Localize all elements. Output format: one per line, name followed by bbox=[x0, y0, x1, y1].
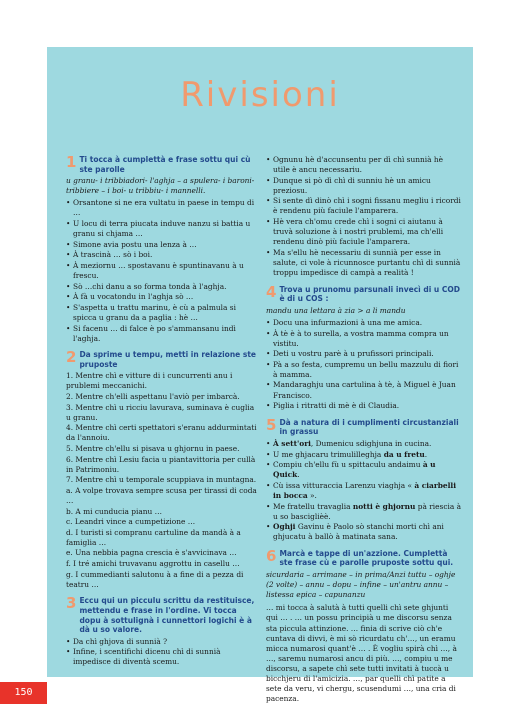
section-6-words: sicurdaria – arrimane – in prima/Anzi tuttu – oghje (2 volte) – annu – dopu – infine – un'antru annu – listessa epica – capunanzu bbox=[266, 570, 456, 600]
list-item: • À sett'ori, Dumenicu sdighjuna in cucina. bbox=[266, 439, 461, 449]
section-4-title: Trova u prunomu parsunali invecì di u COD è di u COS : bbox=[279, 284, 460, 304]
list-item: • Da chì ghjova di sunnià ? bbox=[66, 637, 258, 647]
list-item: • À fà u vocatondu in l'aghja sò … bbox=[66, 292, 258, 302]
section-1-title: Ti tocca à cumplettà e frase sottu qui cù ste parolle bbox=[79, 155, 251, 174]
section-1-heading bbox=[66, 155, 258, 174]
page-title: Rivisioni bbox=[180, 75, 340, 115]
section-6-number: 6 bbox=[266, 546, 277, 565]
list-item: • Piglia i ritratti di mè è di Claudia. bbox=[266, 401, 461, 411]
list-item: • Hè vera ch'omu crede chì i sogni ci aiutanu à truvà soluzione à i nostri prublemi, ma ch'elli rendenu dinò più faciule l'amparera. bbox=[266, 217, 461, 247]
list-item: f. I tré amichi truvavanu aggrottu in casellu … bbox=[66, 559, 240, 569]
list-item: 7. Mentre chì u temporale scuppiava in muntagna. bbox=[66, 475, 257, 485]
page-panel bbox=[47, 47, 473, 704]
section-3-heading bbox=[66, 596, 258, 634]
list-item: • Si facenu … di falce è po s'ammansanu indì l'aghja. bbox=[66, 324, 258, 344]
list-item: • Orsantone si ne era vultatu in paese in tempu di … bbox=[66, 198, 258, 218]
section-1-list bbox=[66, 198, 258, 343]
list-item: • U me ghjacaru trimulilleghja da u fretu. bbox=[266, 450, 461, 460]
section-5-list bbox=[266, 439, 461, 542]
list-item: • Cù issa vitturaccia Larenzu viaghja « à ciarbelli in bocca ». bbox=[266, 481, 461, 501]
section-4-list bbox=[266, 318, 461, 411]
list-item: • Pà a so festa, cumpremu un bellu mazzulu di fiori à mamma. bbox=[266, 360, 461, 380]
list-item: • Oghji Gavinu è Paolo sò stanchi morti chì ani ghjucatu à ballò à matinata sana. bbox=[266, 522, 461, 542]
list-item: b. A mi cunducia pianu … bbox=[66, 506, 163, 516]
section-5-number: 5 bbox=[266, 415, 277, 434]
section-2-title: Da sprime u tempu, metti in relazione ste pruposte bbox=[79, 350, 257, 369]
list-item: • Infine, i scentifichi dicenu chì di sunnià impedisce di diventà scemu. bbox=[66, 647, 258, 667]
list-item: • Docu una infurmazioni à una me amica. bbox=[266, 318, 461, 328]
section-3-list bbox=[66, 637, 258, 668]
list-item: c. Leandri vince a cumpetizione … bbox=[66, 517, 196, 527]
list-item: • Simone avia postu una lenza à … bbox=[66, 240, 258, 250]
section-5-heading bbox=[266, 415, 461, 437]
list-item: e. Una nebbia pagna crescia è s'avvicinava … bbox=[66, 548, 237, 558]
list-item: • Sò …chi danu a so forma tonda à l'aghja. bbox=[66, 282, 258, 292]
section-1-number: 1 bbox=[66, 153, 77, 171]
list-item: • S'aspetta u trattu marinu, è cù a palmula si spicca u granu da a paglia : hè … bbox=[66, 303, 258, 323]
section-6-title: Marcà e tappe di un'azzione. Cumplettà ste frase cù e parolle pruposte sottu qui. bbox=[279, 548, 454, 568]
list-item: a. A volpe trovava sempre scusa per tirassi di coda … bbox=[66, 485, 257, 505]
list-item: 5. Mentre ch'ellu si pisava u ghjornu in paese. bbox=[66, 444, 240, 454]
list-item: • Si sente dì dinò chì i sogni fissanu megliu i ricordi è rendenu più faciule l'amparera. bbox=[266, 196, 461, 216]
list-item: • À meziornu … spostavanu è spuntinavanu à u frescu. bbox=[66, 261, 258, 281]
section-3-number: 3 bbox=[66, 594, 77, 613]
list-item: • À trascinà … sò i boi. bbox=[66, 250, 258, 260]
list-item: 4. Mentre chì certi spettatori s'eranu addurmintati da l'annoiu. bbox=[66, 423, 257, 443]
list-item: 1. Mentre chì e vitture di i cuncurrenti anu i prublemi meccanichi. bbox=[66, 371, 233, 391]
section-2-heading bbox=[66, 350, 258, 369]
left-column bbox=[66, 155, 258, 668]
right-column bbox=[266, 155, 461, 704]
list-item: 6. Mentre chì Lesiu facia u piantavittoria per cullà in Patrimoniu. bbox=[66, 454, 256, 474]
list-item: • Mandaraghju una cartulina à tè, à Miguel è Juan Francisco. bbox=[266, 380, 461, 400]
section-3-title: Eccu qui un picculu scrittu da restituisce, mettendu e frase in l'ordine. Vi tocca dopu à sottulignà i cunnettori logichi è à dà u so valore. bbox=[79, 596, 255, 635]
section-6-text: … mi tocca à salutà à tutti quelli chì sete ghjunti qui … . … un possu principià u me discorsu senza sta piccula attinzione. … finia di scrive ciò ch'e cuntava di divvi, è mi sò ricurdatu ch'…, un eramu micca numarosi quant'è … . È vogliu spirà chì …, à …, saremu numarosi ancu di più. …, compiu u me discorsu, a sapete chì sete tutti invitati à tuccà u bicchjeru di l'amicizia. …, par quelli chì patite a sete da veru, vi chergu, scusendumi …, una cria di pacenza. bbox=[266, 603, 457, 704]
section-4-number: 4 bbox=[266, 282, 277, 301]
list-item: • Dunque si pò dì chì di sunniu hè un amicu preziosu. bbox=[266, 176, 461, 196]
section-2-number: 2 bbox=[66, 348, 77, 367]
section-4-heading bbox=[266, 282, 461, 304]
list-item: 3. Mentre chì u ricciu lavurava, suminava è cuglia u granu. bbox=[66, 402, 255, 422]
list-item: • Compiu ch'ellu fù u spittaculu andaimu à u Quick. bbox=[266, 460, 461, 480]
list-item: • Ognunu hè d'accunsentu per dì chì sunnià hè utile è ancu necessariu. bbox=[266, 155, 461, 175]
list-item: d. I turisti si compranu cartuline da mandà à a famiglia … bbox=[66, 527, 241, 547]
list-item: 2. Mentre ch'elli aspettanu l'aviò per imbarcà. bbox=[66, 392, 240, 402]
section-1-words: u granu- i tribbiadori- l'aghja – a spulera- i baroni- tribbiere – i boi- u tribbiu- i mannelli. bbox=[66, 176, 255, 196]
section-4-example: mandu una lettara à zia > a li mandu bbox=[266, 305, 406, 315]
section-5-title: Dà a natura di i cumplimenti circustanziali in grassu bbox=[279, 417, 459, 437]
page-number: 150 bbox=[0, 682, 47, 704]
list-item: g. I cummedianti salutonu à a fine di a pezza di teatru … bbox=[66, 569, 244, 589]
list-item: • Me fratellu travaglia notti è ghjornu pà riescia à u so basciglièè. bbox=[266, 502, 461, 522]
list-item: • À tè è à to surella, a vostra mamma compra un vistitu. bbox=[266, 329, 461, 349]
list-item: • Ma s'ellu hè necessariu di sunnià per esse in salute, ci vole à ricunnosce purtantu chì di sunnià troppu impedisce di campà a realità ! bbox=[266, 248, 461, 278]
section-6-heading bbox=[266, 546, 461, 568]
section-2-list bbox=[66, 371, 258, 589]
list-item: • U locu di terra piucata induve nanzu si battia u granu si chjama … bbox=[66, 219, 258, 239]
section-3-list-continued bbox=[266, 155, 461, 278]
list-item: • Deti u vostru parè à u prufissori principali. bbox=[266, 349, 461, 359]
